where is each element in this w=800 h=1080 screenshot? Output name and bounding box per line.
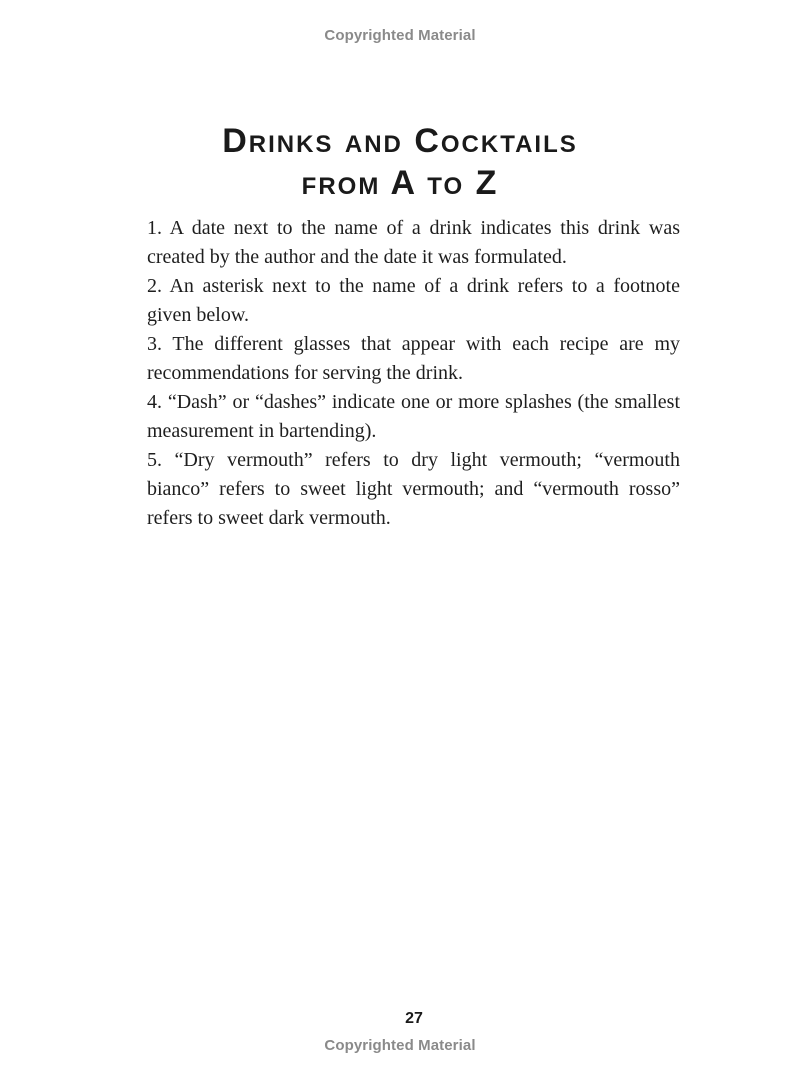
note-item: 3. The different glasses that appear with each recipe are my recommendations for serving the drink. xyxy=(147,333,680,384)
page-title-line-1: Drinks and Cocktails xyxy=(222,122,578,160)
page-title xyxy=(0,120,800,204)
note-item: 1. A date next to the name of a drink indicates this drink was created by the author and the date it was formulated. xyxy=(147,217,680,268)
copyright-watermark-bottom: Copyrighted Material xyxy=(324,1037,476,1054)
note-item: 2. An asterisk next to the name of a drink refers to a footnote given below. xyxy=(147,275,680,326)
notes-list xyxy=(147,214,680,533)
page-number: 27 xyxy=(405,1010,423,1027)
copyright-watermark-top: Copyrighted Material xyxy=(324,27,476,44)
note-item: 5. “Dry vermouth” refers to dry light vermouth; “vermouth bianco” refers to sweet light vermouth; and “vermouth rosso” refers to sweet dark vermouth. xyxy=(147,449,680,529)
note-item: 4. “Dash” or “dashes” indicate one or more splashes (the smallest measurement in bartending). xyxy=(147,391,680,442)
page-title-line-2: from A to Z xyxy=(301,164,499,202)
